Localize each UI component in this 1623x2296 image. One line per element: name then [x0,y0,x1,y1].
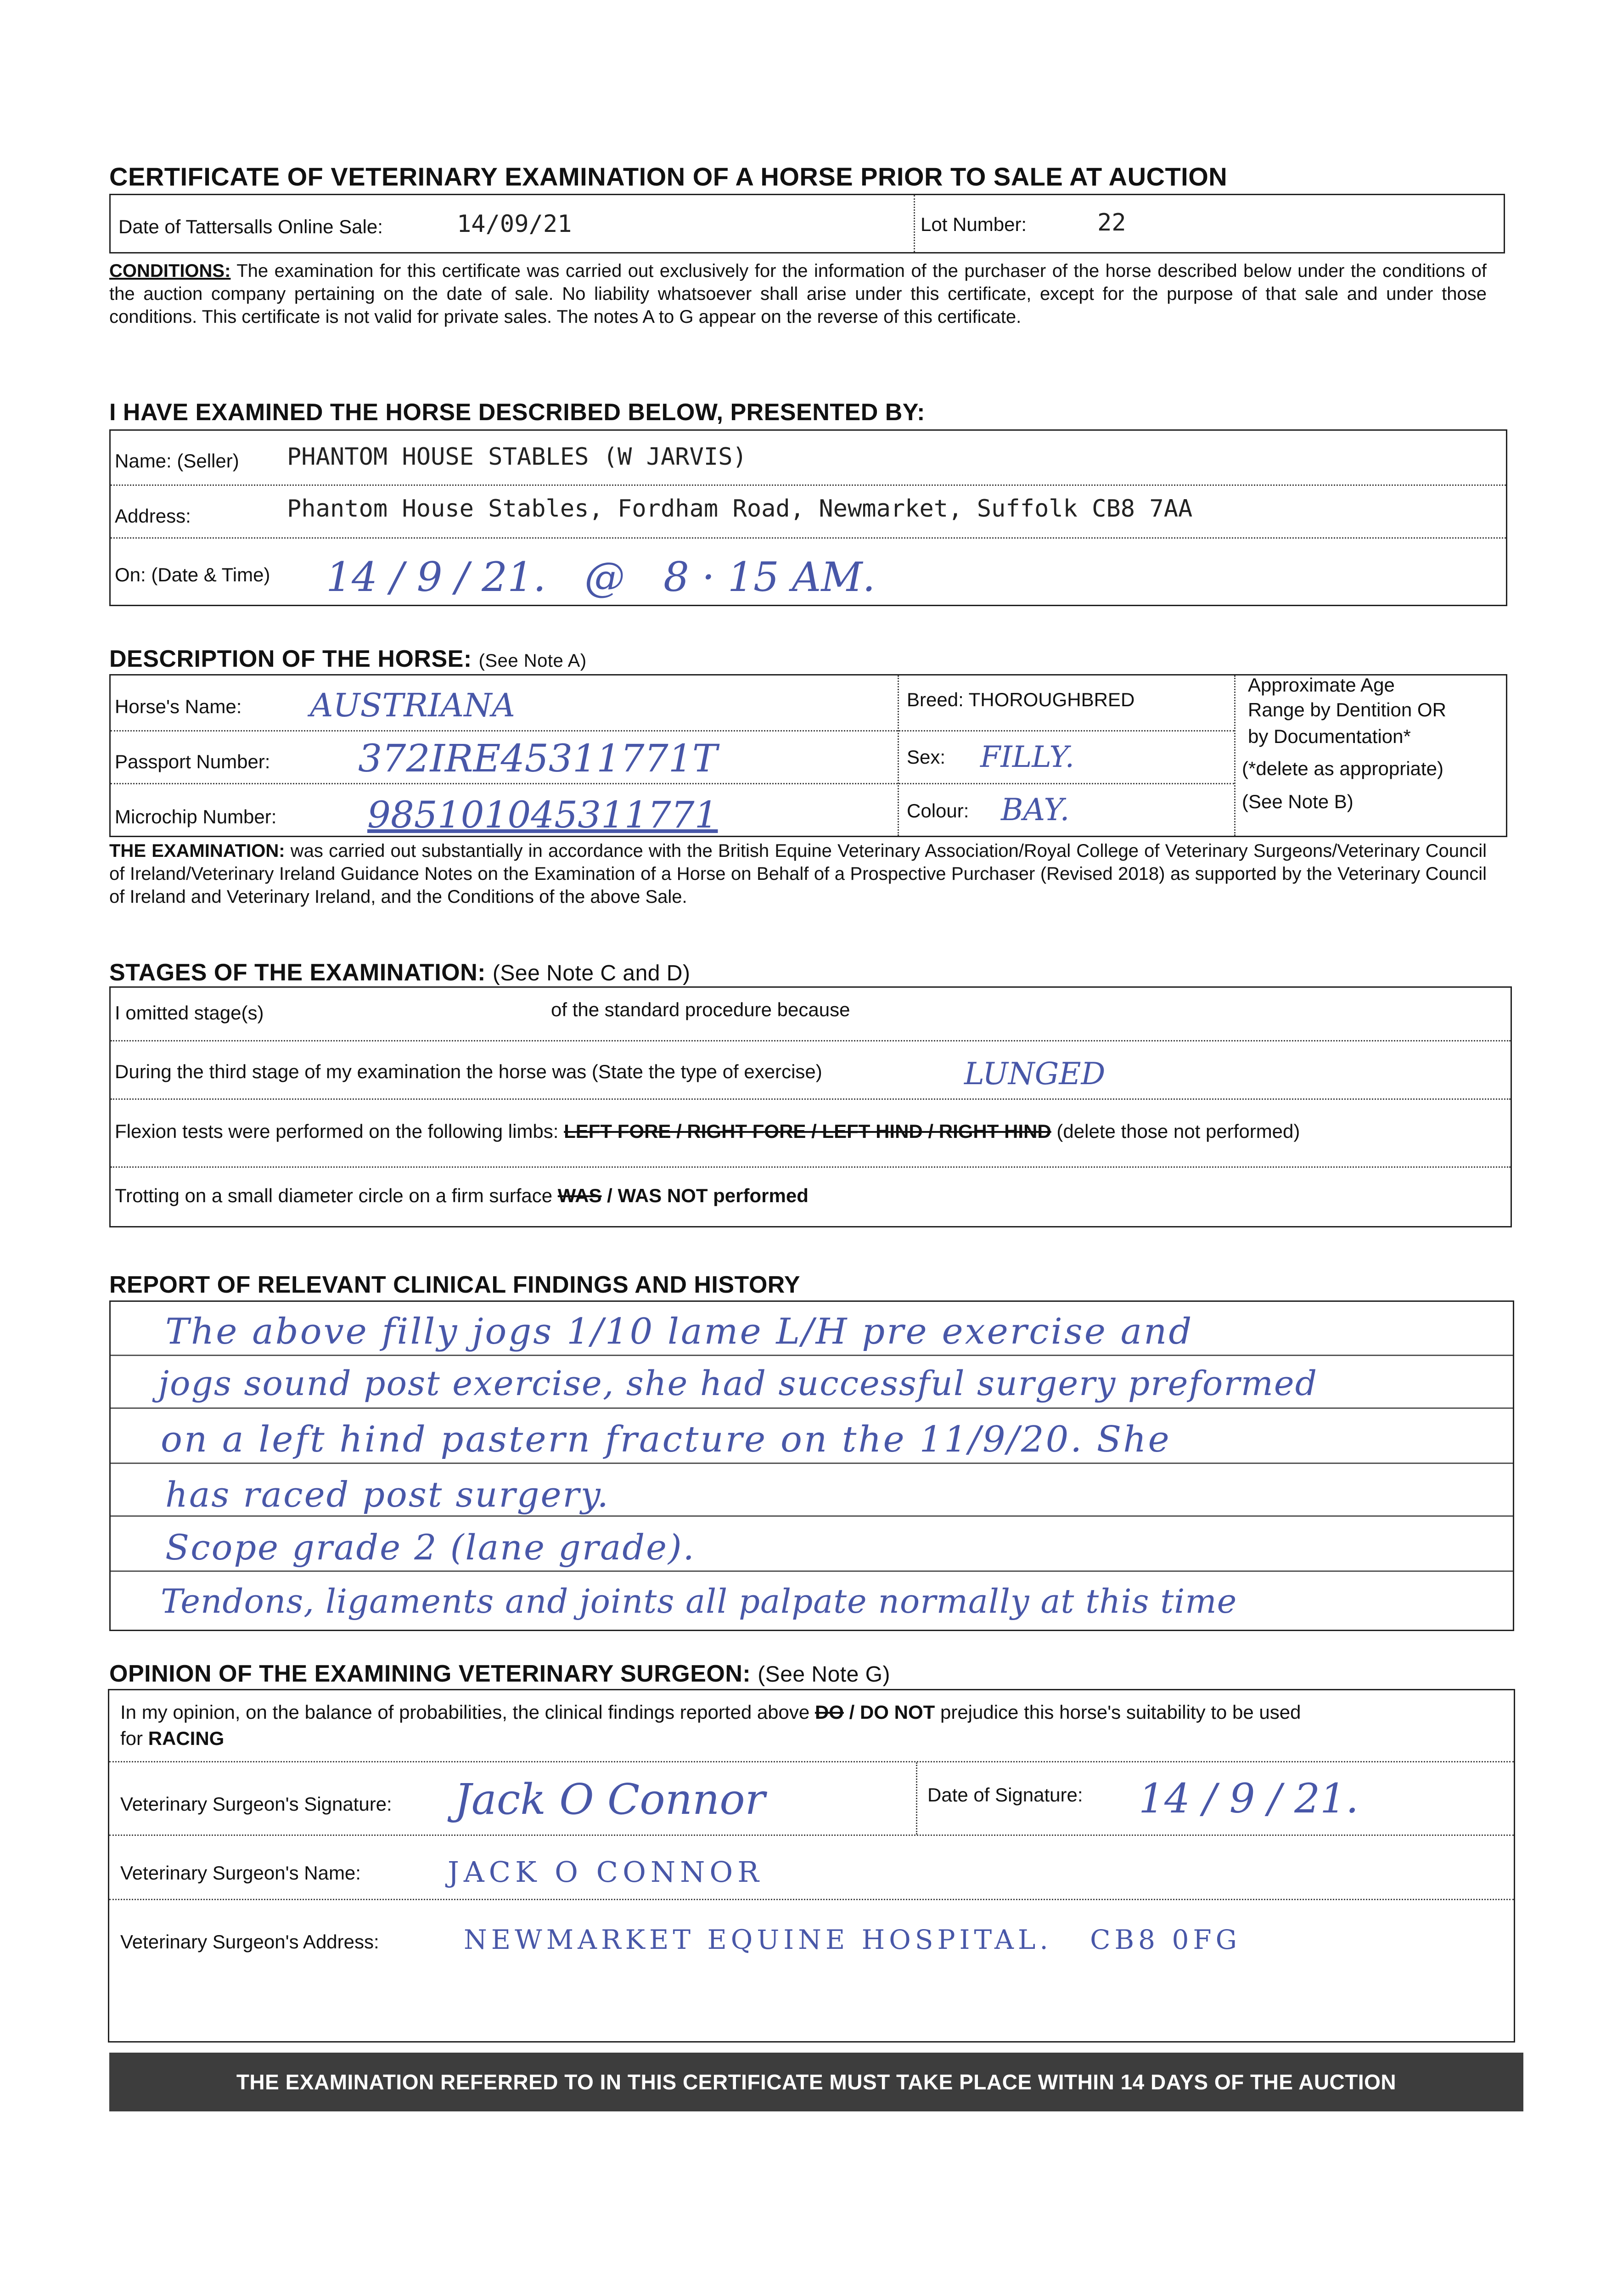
vet-address-label: Veterinary Surgeon's Address: [120,1931,379,1953]
opinion-for-label: for [120,1728,143,1749]
conditions-label: CONDITIONS: [109,261,231,281]
flexion-tests-line [115,1120,1300,1142]
flexion-limbs-struck: LEFT FORE / RIGHT FORE / LEFT HIND / RIGHT HIND [564,1120,1051,1142]
third-stage-value: LUNGED [964,1056,1106,1092]
conditions-text: The examination for this certificate was carried out exclusively for the information of the purchaser of the horse described below under the conditions of the auction company pertaining on the date of sale. No liability whatsoever shall arise under this certificate, except for the purpose of that sale and under those conditions. This certificate is not valid for private sales. The notes A to G appear on the reverse of this certificate. [109,261,1487,327]
stages-heading-note: (See Note C and D) [492,961,691,985]
horse-name-value: AUSTRIANA [310,687,515,724]
trotting-line [115,1185,809,1207]
lot-number-value: 22 [1097,209,1126,236]
opinion-heading-note: (See Note G) [758,1662,890,1687]
flexion-delete-note: (delete those not performed) [1056,1120,1300,1142]
report-line-4: has raced post surgery. [165,1474,610,1515]
flexion-label: Flexion tests were performed on the following limbs: [115,1120,559,1142]
opinion-statement [120,1701,1301,1723]
microchip-label: Microchip Number: [115,806,277,827]
trotting-was-not: / WAS NOT performed [607,1185,809,1206]
sale-date-value: 14/09/21 [457,210,572,238]
examination-label: THE EXAMINATION: [109,841,285,861]
seller-address-value: Phantom House Stables, Fordham Road, Newmarket, Suffolk CB8 7AA [287,495,1193,523]
breed-label: Breed: THOROUGHBRED [907,689,1135,710]
description-heading [109,645,587,673]
stages-heading [109,959,690,986]
footer-banner: THE EXAMINATION REFERRED TO IN THIS CERTIFICATE MUST TAKE PLACE WITHIN 14 DAYS OF THE AUCTION [109,2053,1523,2111]
sex-value: FILLY. [980,740,1074,774]
report-line-6: Tendons, ligaments and joints all palpate normally at this time [161,1582,1237,1621]
opinion-heading-text: OPINION OF THE EXAMINING VETERINARY SURGEON: [109,1660,751,1687]
omitted-stages-reason: of the standard procedure because [551,999,850,1020]
presented-by-heading: I HAVE EXAMINED THE HORSE DESCRIBED BELOW, PRESENTED BY: [109,399,925,426]
description-heading-text: DESCRIPTION OF THE HORSE: [109,646,472,672]
passport-value: 372IRE45311771T [358,737,718,781]
seller-address-label: Address: [115,505,191,527]
opinion-text-prefix: In my opinion, on the balance of probabilities, the clinical findings reported above [120,1701,810,1723]
opinion-for-value: RACING [148,1728,225,1749]
passport-label: Passport Number: [115,751,270,772]
omitted-stages-label: I omitted stage(s) [115,1002,264,1024]
report-line-2: jogs sound post exercise, she had successful surgery preformed [158,1364,1318,1403]
trotting-was-struck: WAS [557,1185,602,1206]
opinion-do-not: / DO NOT [849,1701,935,1723]
age-text-2: Range by Dentition OR [1248,699,1446,720]
seller-name-label: Name: (Seller) [115,450,239,472]
examination-text: was carried out substantially in accordance with the British Equine Veterinary Association/Royal College of Veterinary Surgeons/Veterinary Council of Ireland/Veterinary Ireland Guidance Notes on the Examination of a Horse on Behalf of a Prospective Purchaser (Revised 2018) as supported by the Veterinary Council of Ireland and Veterinary Ireland, and the Conditions of the above Sale. [109,841,1487,907]
vet-address-value: NEWMARKET EQUINE HOSPITAL. CB8 0FG [464,1924,1241,1955]
vet-name-label: Veterinary Surgeon's Name: [120,1862,361,1884]
third-stage-label: During the third stage of my examination the horse was (State the type of exercise) [115,1061,822,1082]
colour-value: BAY. [1001,792,1070,827]
seller-name-value: PHANTOM HOUSE STABLES (W JARVIS) [287,443,747,471]
opinion-text-suffix: prejudice this horse's suitability to be used [940,1701,1301,1723]
examination-paragraph [109,839,1487,908]
trotting-label: Trotting on a small diameter circle on a firm surface [115,1185,553,1206]
report-heading: REPORT OF RELEVANT CLINICAL FINDINGS AND HISTORY [109,1272,801,1298]
examined-on-label: On: (Date & Time) [115,564,270,585]
opinion-do-struck: DO [814,1701,844,1723]
date-of-signature-label: Date of Signature: [927,1784,1083,1806]
sale-date-label: Date of Tattersalls Online Sale: [118,216,383,237]
signature-label: Veterinary Surgeon's Signature: [120,1793,392,1815]
description-heading-note: (See Note A) [478,651,587,671]
report-line-1: The above filly jogs 1/10 lame L/H pre exercise and [165,1311,1194,1352]
age-text-1: Approximate Age [1248,674,1395,696]
opinion-heading [109,1660,890,1688]
vet-name-value: JACK O CONNOR [448,1855,764,1889]
microchip-value: 985101045311771 [367,793,718,836]
lot-number-label: Lot Number: [921,214,1027,235]
date-of-signature-value: 14 / 9 / 21. [1139,1775,1359,1822]
age-text-3: by Documentation* [1248,726,1411,747]
certificate-title: CERTIFICATE OF VETERINARY EXAMINATION OF A HORSE PRIOR TO SALE AT AUCTION [109,162,1228,191]
stages-heading-text: STAGES OF THE EXAMINATION: [109,959,486,986]
signature-value: Jack O Connor [455,1775,765,1824]
colour-label: Colour: [907,800,969,822]
age-text-4: (*delete as appropriate) [1242,758,1443,779]
examined-on-value: 14 / 9 / 21. @ 8 · 15 AM. [326,553,876,601]
conditions-paragraph [109,259,1487,328]
age-text-5: (See Note B) [1242,791,1353,812]
opinion-purpose [120,1728,224,1750]
horse-name-label: Horse's Name: [115,696,242,717]
sex-label: Sex: [907,746,946,768]
report-line-3: on a left hind pastern fracture on the 11/9/20. She [161,1419,1171,1460]
report-line-5: Scope grade 2 (lane grade). [165,1527,696,1568]
